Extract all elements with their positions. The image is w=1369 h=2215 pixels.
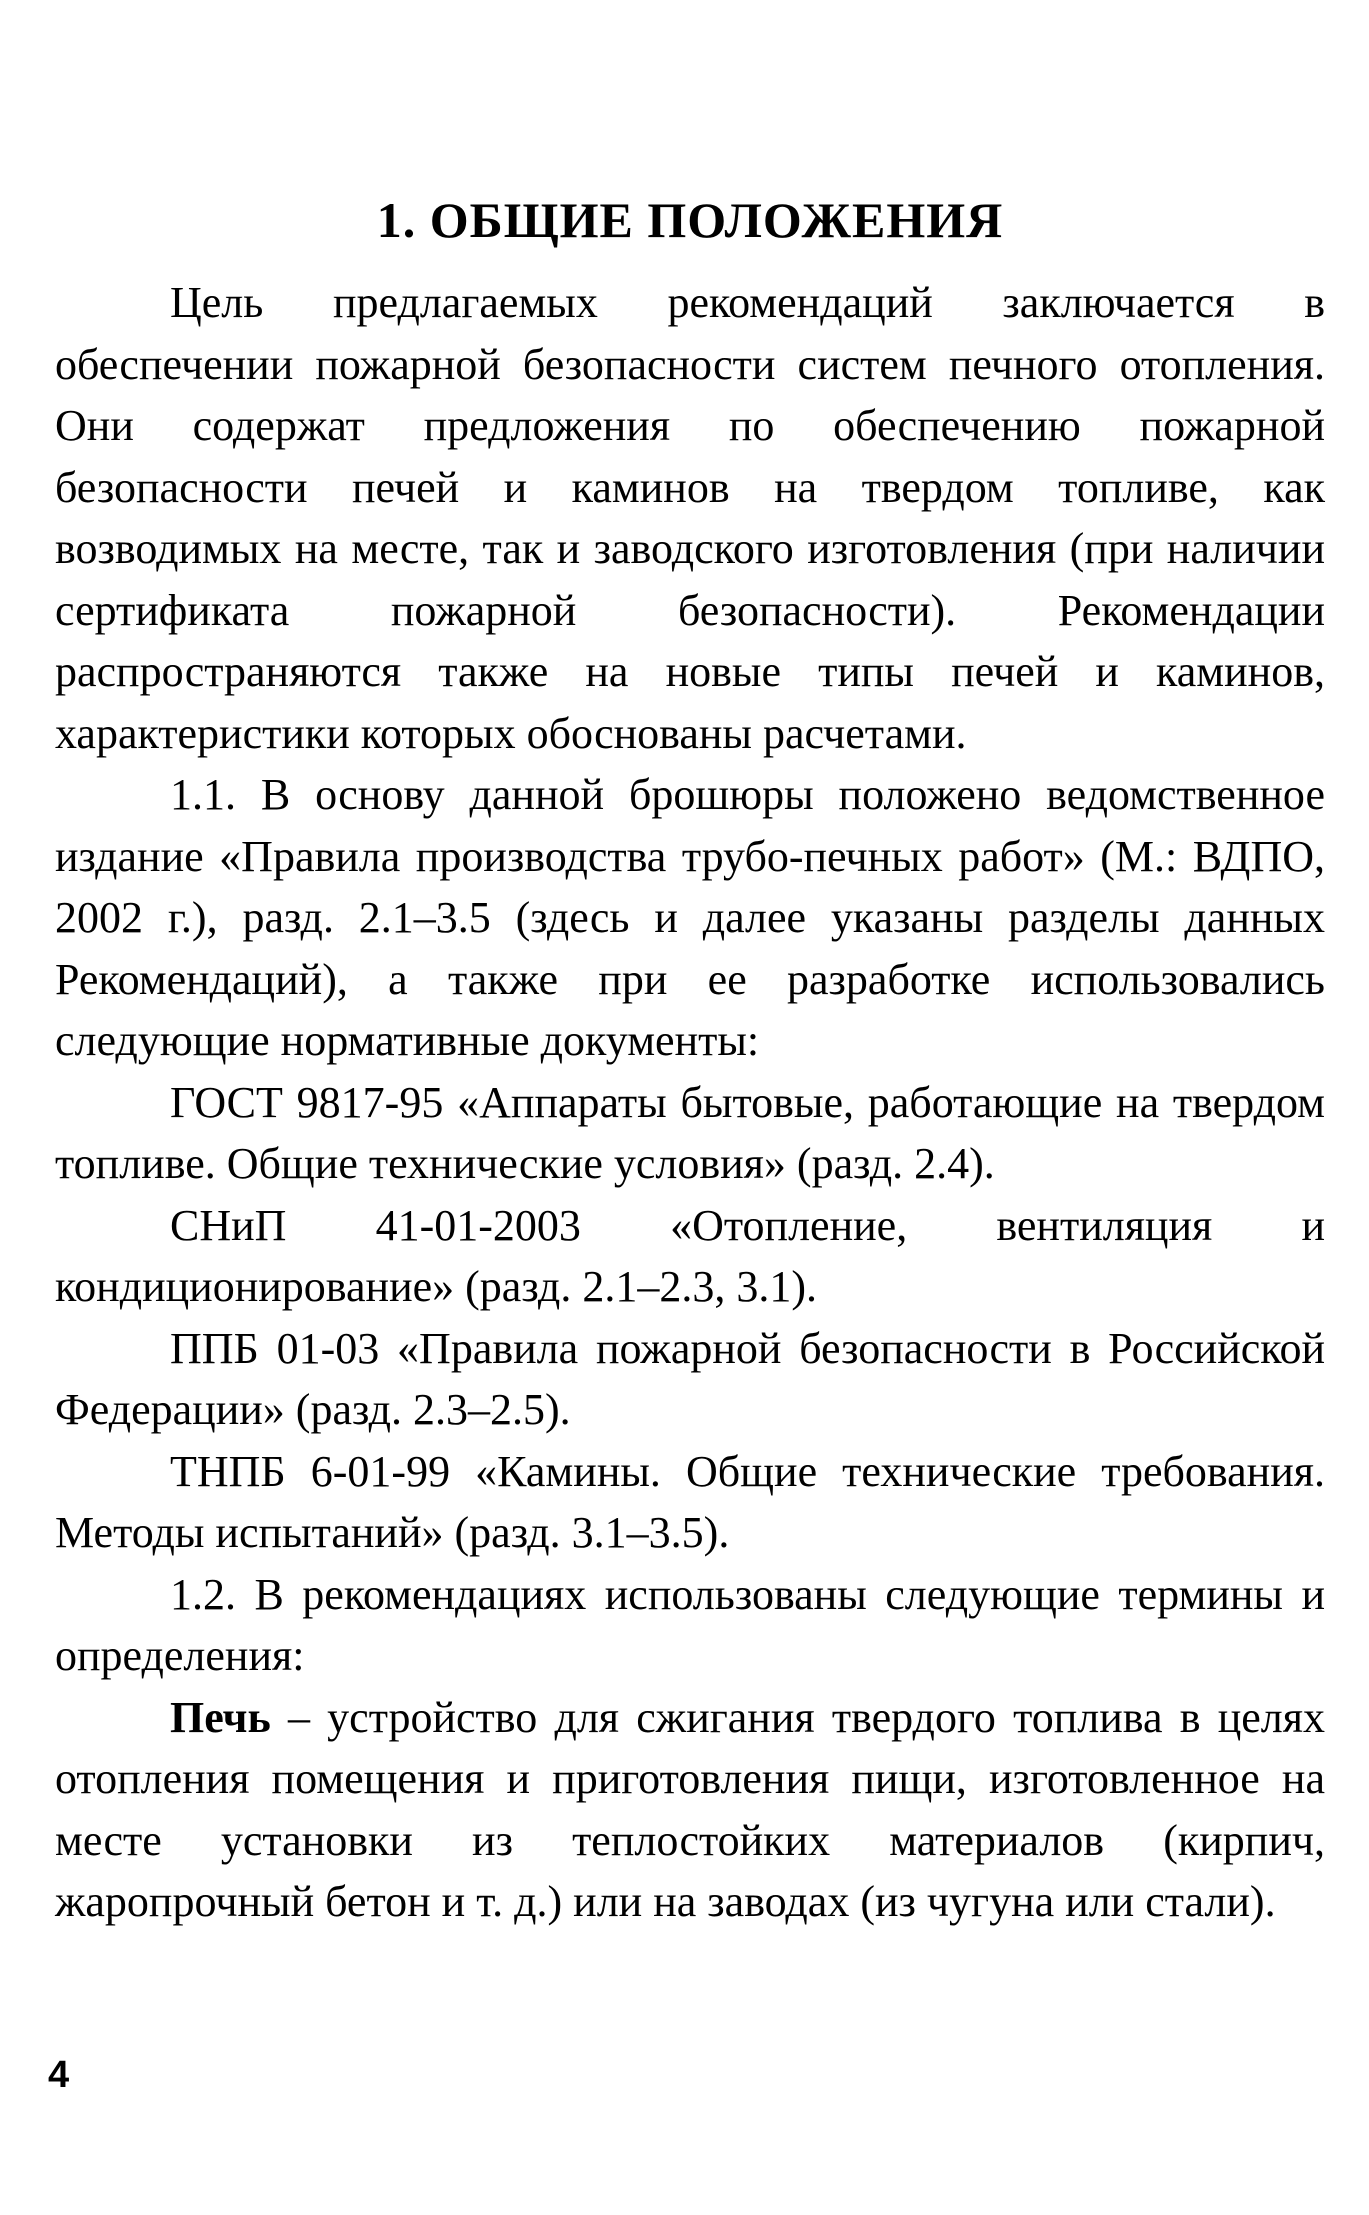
page-number: 4 [48,2054,70,2096]
definition-term: Печь [170,1692,271,1742]
paragraph-tnpb: ТНПБ 6-01-99 «Камины. Общие технические требования. Методы испытаний» (разд. 3.1–3.5). [55,1446,1325,1557]
paragraph-1-2: 1.2. В рекомендациях использованы следующие термины и определения: [55,1569,1325,1680]
paragraph-gost: ГОСТ 9817-95 «Аппараты бытовые, работающие на твердом топливе. Общие технические условия» (разд. 2.4). [55,1077,1325,1188]
page-body [55,190,1325,1933]
section-heading: 1. ОБЩИЕ ПОЛОЖЕНИЯ [376,192,1004,248]
definition-paragraph [55,1687,1325,1933]
definition-text: – устройство для сжигания твердого топлива в целях отопления помещения и приготовления пищи, изготовленное на месте установки из теплостойких материалов (кирпич, жаропрочный бетон и т. д.) или на заводах (из чугуна или стали). [55,1692,1325,1926]
paragraph-1-1: 1.1. В основу данной брошюры положено ведомственное издание «Правила производства трубо-печных работ» (М.: ВДПО, 2002 г.), разд. 2.1–3.5 (здесь и далее указаны разделы данных Рекомендаций), а также при ее разработке использовались следующие нормативные документы: [55,770,1325,1065]
paragraph-snip: СНиП 41-01-2003 «Отопление, вентиляция и кондиционирование» (разд. 2.1–2.3, 3.1). [55,1200,1325,1311]
paragraph-ppb: ППБ 01-03 «Правила пожарной безопасности в Российской Федерации» (разд. 2.3–2.5). [55,1323,1325,1434]
paragraph-intro: Цель предлагаемых рекомендаций заключается в обеспечении пожарной безопасности систем печного отопления. Они содержат предложения по обеспечению пожарной безопасности печей и каминов на твердом топливе, как возводимых на месте, так и заводского изготовления (при наличии сертификата пожарной безопасности). Рекомендации распространяются также на новые типы печей и каминов, характеристики которых обоснованы расчетами. [55,278,1325,758]
